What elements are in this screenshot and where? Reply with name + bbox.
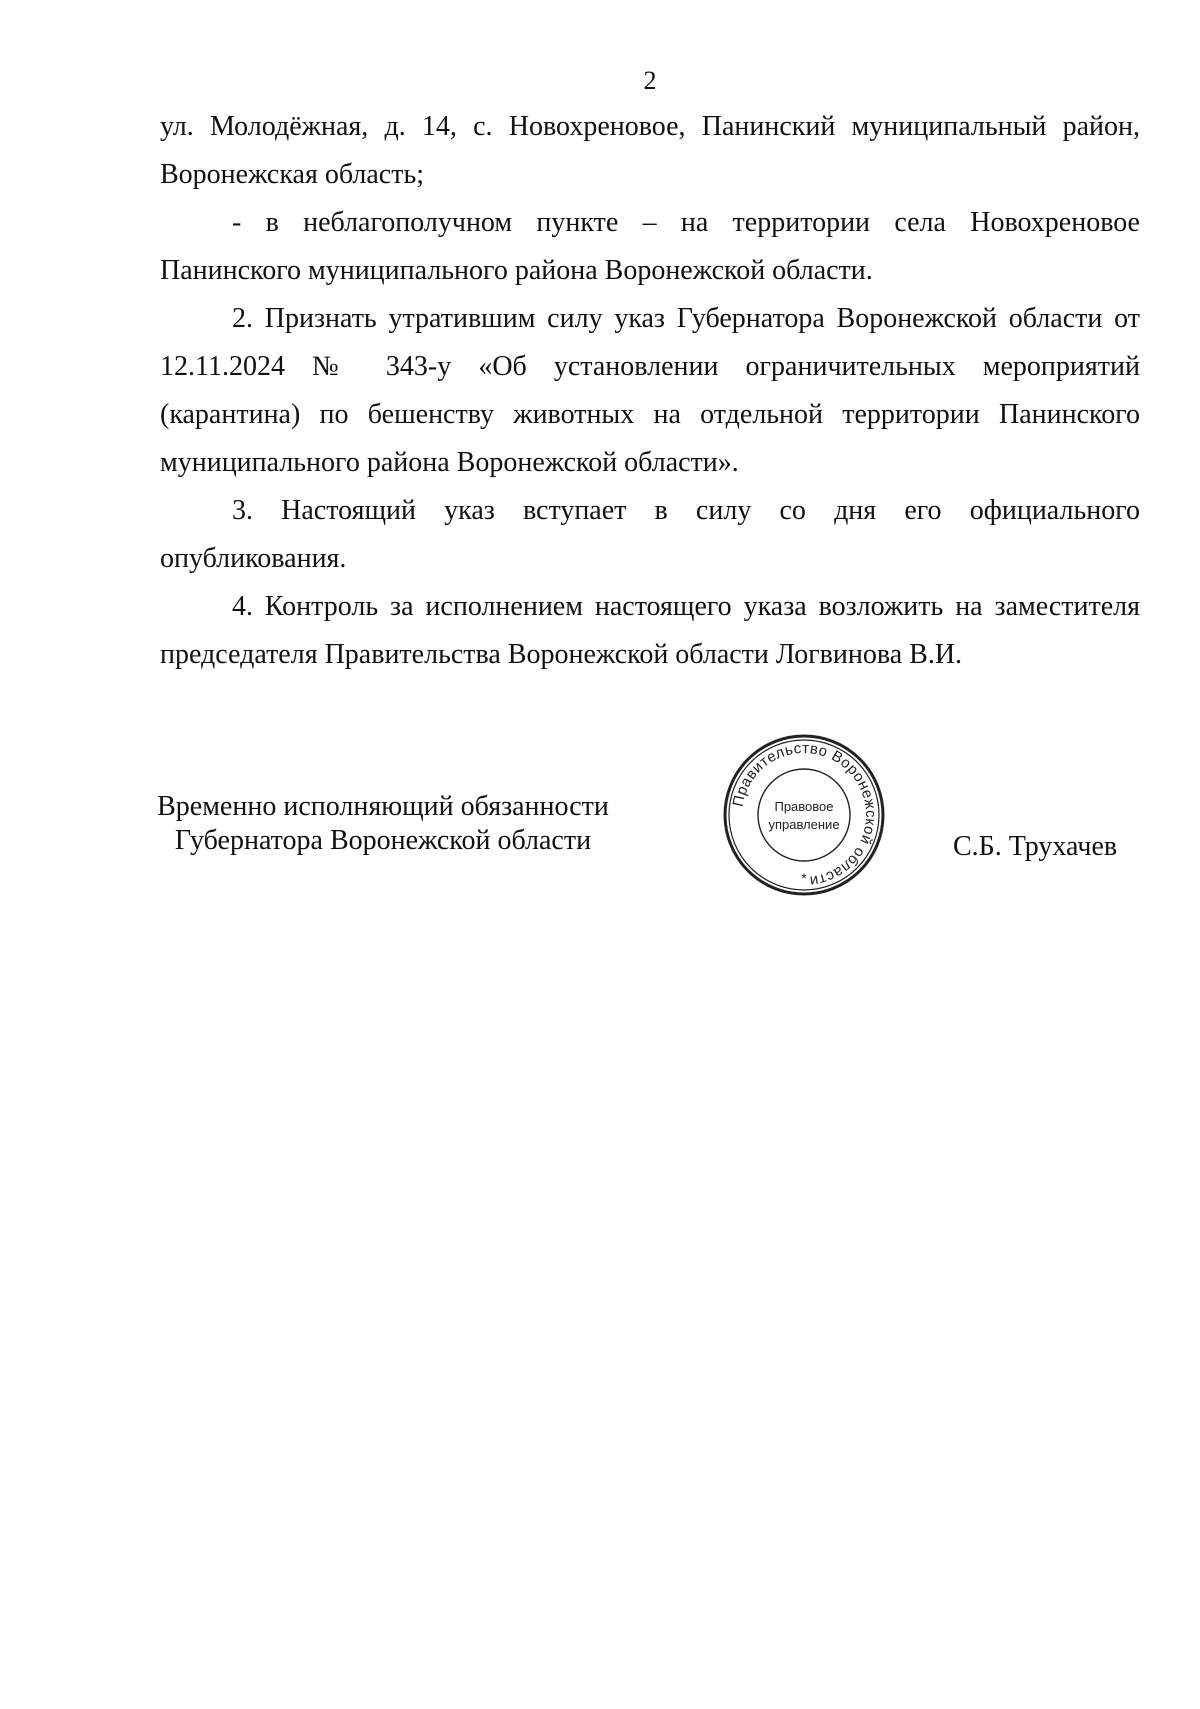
stamp-star: * <box>801 870 807 886</box>
paragraph-item-4: 4. Контроль за исполнением настоящего указа возложить на заместителя председателя Правительства Воронежской области Логвинова В.И. <box>160 591 1140 670</box>
signatory-title-line-1: Временно исполняющий обязанности <box>157 791 609 822</box>
signatory-title <box>148 790 618 858</box>
page-number: 2 <box>643 66 657 95</box>
paragraph-item-3: 3. Настоящий указ вступает в силу со дня его официального опубликования. <box>160 495 1140 574</box>
official-stamp <box>722 733 886 897</box>
paragraph-unsafe-point: - в неблагополучном пункте – на территории села Новохреновое Панинского муниципального района Воронежской области. <box>160 207 1140 286</box>
signature-block <box>148 778 1148 918</box>
stamp-seal-icon <box>722 733 886 897</box>
stamp-center-line-1: Правовое <box>774 799 834 814</box>
paragraph-address: ул. Молодёжная, д. 14, с. Новохреновое, Панинский муниципальный район, Воронежская область; <box>160 111 1140 190</box>
stamp-ring-text: Правительство Воронежской области <box>729 739 880 890</box>
paragraph-item-2: 2. Признать утратившим силу указ Губернатора Воронежской области от 12.11.2024 № 343-у «Об установлении ограничительных мероприятий (карантина) по бешенству животных на отдельной территории Панинского муниципального района Воронежской области». <box>160 303 1140 478</box>
stamp-center-line-2: управление <box>768 817 840 832</box>
svg-text:Правительство Воронежской обла <box>730 740 880 890</box>
signatory-name: С.Б. Трухачев <box>953 831 1118 862</box>
signatory-title-line-2: Губернатора Воронежской области <box>174 825 592 856</box>
document-body <box>160 103 1140 679</box>
